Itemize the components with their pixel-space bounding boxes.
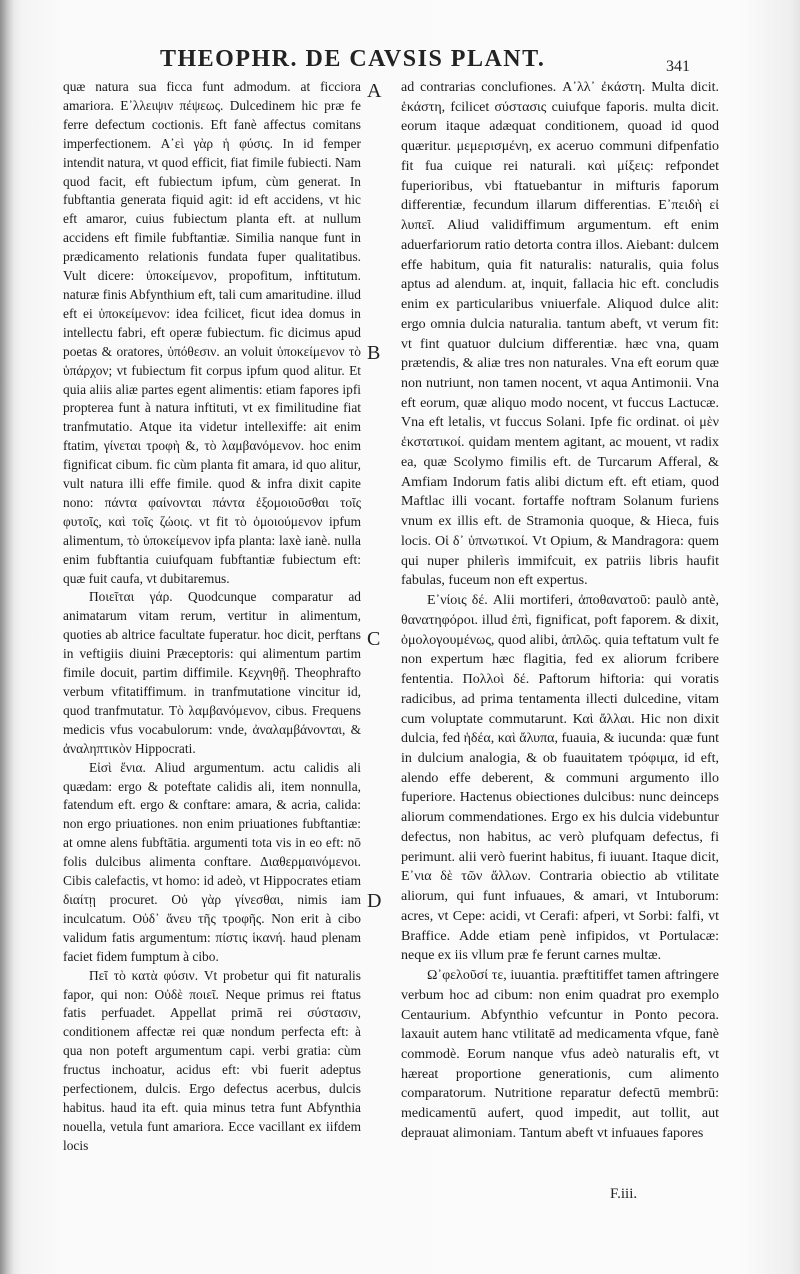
margin-letter-b: B [367,342,381,364]
signature-mark: F.iii. [610,1186,638,1202]
margin-letter-c: C [367,628,381,650]
margin-letter-a: A [367,80,382,102]
left-paragraph-2: Ποιεῖται γάρ. Quodcunque comparatur ad animatarum vitam rerum, vertitur in alimentum, quoties ab altrice facultate fuperatur. hoc dicit, perftans in veftigiis diuini Præceptoris: qui alimentum partim fimile docuit, partim diffimile. Κεχνηθῇ. Theophrafto verbum vfitatiffimum. in tranfmutatione vincitur id, quod tranfmutatur. Τὸ λαμβανόμενον, cibus. Frequens medicis vfus vocabulorum: vnde, ἀναλαμβάνονται, & ἀναληπτικὸν Hippocrati. [63,589,361,756]
gutter-shadow [0,0,14,1274]
left-paragraph-4: Πεῖ τὸ κατὰ φύσιν. Vt probetur qui fit naturalis fapor, qui non: Οὐδὲ ποιεῖ. Neque primus rei ftatus fatis perfuadet. Appellat primā rei σύστασιν, conditionem affectæ rei quæ nondum perfecta eft: à qua non poteft argumentum capi. verbi gratia: cùm fructus inchoatur, acidus eft: vbi fuerit adeptus perfectionem, dulcis. Ergo defectus acerbus, dulcis habitus. haud ita eft. quia minus tetra funt Abfynthia nouella, vetula funt amariora. Ecce vacillant ex iifdem locis [63,967,361,1153]
running-title: THEOPHR. DE CAVSIS PLANT. [160,46,546,72]
left-paragraph-1: quæ natura sua ficca funt admodum. at ficciora amariora. Ε᾿λλειψιν πέψεως. Dulcedinem hic præ fe ferre defectum coctionis. Eft fanè affectus comitans imperfectionem. Α᾿εὶ γὰρ ἡ φύσις. In id femper intendit natura, vt quod efficit, fiat fimile fubiecti. Nam quod facit, eft fubiectum ipfum, cùm generat. In fubftantia generata fiquid agit: id eft accidens, vt hic eft amaror, cuius fubiectum planta eft. at nullum accidens eft fimile fubftantiæ. Similia nanque funt in prædicamento relationis fundata fuper qualitatibus. Vult dicere: ὑποκείμενον, propofitum, inftitutum. naturæ finis Abfynthium eft, tali cum amaritudine. illud eft ei ὑποκείμενον: idea fcilicet, ficut idea domus in intellectu fabri, eft operæ fubiectum. fic dicimus apud poetas & oratores, ὑπόθεσιν. an voluit ὑποκείμενον τὸ ὑπάρχον; vt fubiectum fit corpus ipfum quod alitur. Et quia aliis aliæ partes egent alimentis: etiam fapores ipfi propterea funt à natura inftituti, vt ex fimilitudine fiat tranfmutatio. Atque ita videtur intellexiffe: ait enim ftatim, γίνεται τροφὴ &, τὸ λαμβανόμενον. hoc enim fignificat cibum. fic cùm planta fit amara, id quo alitur, vult natura illi effe fimile. quod & infra dixit capite nono: πάντα φαίνονται πάντα ἐξομοιοῦσθαι τοῖς φυτοῖς, καὶ τοῖς ζώοις. vt fit τὸ ὁμοιούμενον ipfum alimentum, τὸ ὑποκείμενον ipfa planta: laxè ianè. nulla enim fubftantia cuiufquam fubftantiæ fubiectum eft: quæ fuit caufa, vt dubitaremus. [63,79,361,586]
right-paragraph-3: Ω᾿φελοῦσί τε, iuuantia. præftitiffet tamen aftringere verbum hoc ad cibum: non enim quadrat pro exemplo Centaurium. Abfynthio vefcuntur in Ponto pecora. laxauit autem hanc vtilitatē ad medicamenta vfque, fanè commodè. Eorum nanque vfus adeò naturalis eft, vt hæreat proportione generationis, cum alimento comparatorum. Nutritione reparatur defectū membrū: medicamentū aufert, quod impedit, aut tollit, aut deprauat alimoniam. Tantum abeft vt infuaues fapores [401,968,719,1141]
right-paragraph-2: Ε᾿νίοις δέ. Alii mortiferi, ἀποθανατοῦ: paulò antè, θανατηφόροι. illud ἐπὶ, fignificat, poft faporem. & dixit, ὁμολογουμένως, quod alibi, ἁπλῶς. quia teftatum vult fe non expertum hæc flagitia, fed ex aliorum fcribere fententia. Πολλοὶ δέ. Paftorum hiftoria: qui voratis radicibus, ad prima tentamenta illecti dulcedine, vitam cum voluptate commutarunt. Καὶ ἄλλαι. Hic non dixit dulcia, fed ἡδέα, καὶ ἄλυπα, fuauia, & iucunda: quæ funt in dulcium analogia, & ob fuauitatem τρόφιμα, id eft, alendo effe deberent, & communi argumento illo fuperiore. Hactenus obiectiones dulcibus: nunc deinceps aliorum commendationes. Ergo ex his dulcia videbuntur defectus, non habitus, ac verò plufquam defectus, fi perimunt. alii verò fuerint habitus, fi iuuant. Itaque dicit, Ε᾿νια δὲ τῶν ἄλλων. Contraria obiectio ab vtilitate aliorum, qui funt infuaues, & amari, vt Intuborum: acres, vt Cepe: acidi, vt Cerafi: afperi, vt Sorbi: falfi, vt Braffice. Adde etiam penè infipidos, vt Portulacæ: neque ex iis vllum præ fe ferunt carnes multæ. [401,593,719,964]
right-paragraph-1: ad contrarias conclufiones. Α᾿λλ᾿ ἐκάστη. Multa dicit. ἑκάστη, fcilicet σύστασις cuiufque faporis. multa dicit. eorum itaque adæquat conditionem, quoad id quod quæritur. μεμερισμένη, ex aceruo communi difpenfatio fit fua cuique rei naturali. καὶ μίξεις: refpondet fuperioribus, vbi ftatuebantur in mifturis faporum differentiæ, fecundum illarum differentias. Ε᾿πειδὴ εἰ λυπεῖ. Aliud validiffimum argumentum. eft enim aduerfariorum ratio detorta contra illos. Aiebant: dulcem effe habitum, quia fit naturalis: naturalis, quia folus aptus ad alendum. at, inquit, fallacia hic eft. concludis enim ex particularibus vniuerfale. Aliquod dulce alit: ergo omnia dulcia naturalia. tantum abeft, vt verum fit: vt fint quatuor dulcium differentiæ. hæc vna, quam prætendis, & aliæ tres non naturales. Vna eft eorum quæ non nutriunt, non tamen nocent, vt aqua Antimonii. Vna eft eorum, quæ aliquo modo nocent, vt fuccus Lactucæ. Vna eft letalis, vt fuccus Solani. Ipfe fic ordinat. οἱ μὲν ἐκστατικοί. quidam mentem agitant, ac mouent, vt radix ea, quæ Scolymo fimilis eft. de Turcarum Afferal, & Amfiam Indorum fatis alibi dictum eft. eft etiam, quod Maftlac illi vocant. fortaffe noftram Solanum furiens vnum ex illis eft. de Stramonia quoque, & Hieca, fuis locis. Οἱ δ᾿ ὑπνωτικοί. Vt Opium, & Mandragora: quem qui nuper philerìs immifcuit, ex patriis libris haufit fabulas, fuceum non eft expertus. [401,80,719,589]
left-column [63,78,361,1156]
page-number: 341 [666,58,690,75]
left-paragraph-3: Εἰσὶ ἔνια. Aliud argumentum. actu calidis ali quædam: ergo & poteftate calidis ali, item nonnulla, fatendum eft. ergo & conftare: amara, & acria, calida: non ergo priuationes. non enim priuationes fubftantiæ: at omne alens fubftātia. argumenti tota vis in eo eft: nō folis dulcibus alimenta conftare. Διαθερμαινόμενοι. Cibis calefactis, vt homo: id adeò, vt Hippocrates etiam διαίτῃ procuret. Οὐ γὰρ γίνεσθαι, nimis iam inculcatum. Οὐδ᾿ ἄνευ τῆς τροφῆς. Non erit à cibo validum fatis argumentum: πίστις ἱκανή. haud plenam faciet fidem fumptum à cibo. [63,759,361,964]
right-column [401,78,719,1144]
margin-letter-d: D [367,890,382,912]
